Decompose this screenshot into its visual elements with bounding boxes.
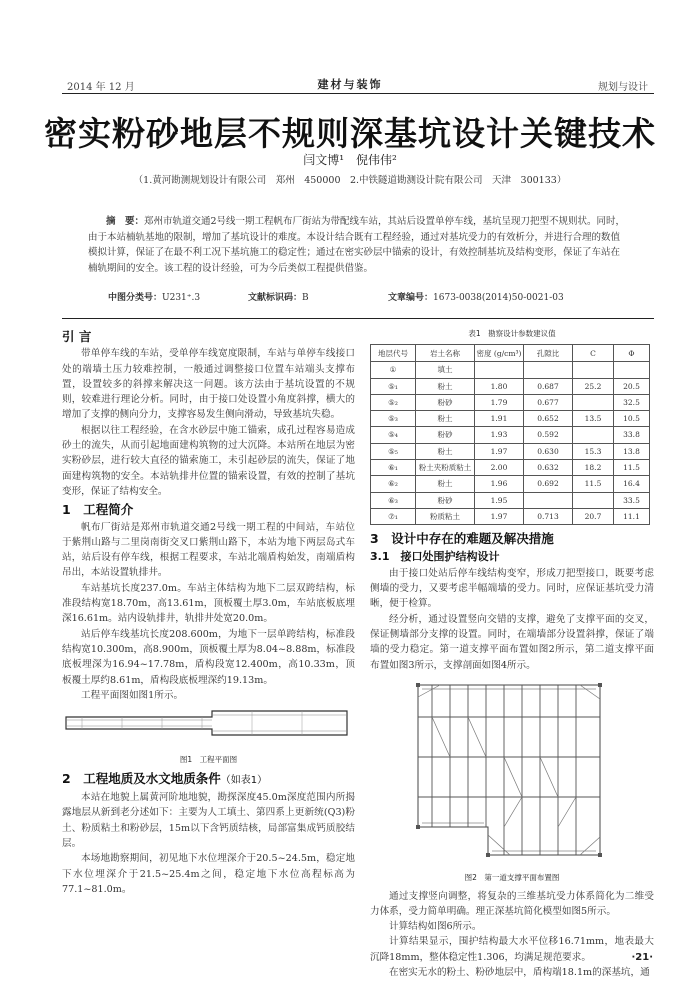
table-row xyxy=(371,378,650,394)
table-cell: ⑤₅ xyxy=(371,443,416,459)
table-cell: 10.5 xyxy=(614,411,650,427)
right-column xyxy=(370,326,654,980)
figure-2 xyxy=(370,677,654,886)
support-plan-figure xyxy=(370,677,654,865)
figure-1 xyxy=(62,707,355,768)
table-cell: 0.687 xyxy=(524,378,573,394)
table-cell: ① xyxy=(371,362,416,378)
doc-code xyxy=(248,290,309,303)
table-body xyxy=(371,362,650,525)
left-column xyxy=(62,326,355,897)
table-cell: 13.5 xyxy=(573,411,614,427)
table-cell xyxy=(524,492,573,508)
table-cell: 粉土 xyxy=(416,411,475,427)
parameter-table xyxy=(370,344,650,525)
authors: 闫文博¹ 倪伟伟² xyxy=(303,153,397,167)
table-cell: 0.713 xyxy=(524,508,573,524)
table-cell: 1.97 xyxy=(475,508,524,524)
table-cell: ⑤₄ xyxy=(371,427,416,443)
table-cell: 1.96 xyxy=(475,476,524,492)
table-header: 密度 (g/cm³) xyxy=(475,345,524,362)
figure-1-caption: 图1 工程平面图 xyxy=(179,755,238,765)
table-cell: 33.8 xyxy=(614,427,650,443)
clc xyxy=(108,290,200,303)
table-row xyxy=(371,394,650,410)
table-cell: 0.630 xyxy=(524,443,573,459)
site-plan-figure xyxy=(62,707,355,747)
section-1-paragraph-1: 帆布厂街站是郑州市轨道交通2号线一期工程的中间站，车站位于紫荆山路与二里岗南街交叉口紫荆山路下，本站为地下两层岛式车站，站后设有停车线，根据工程要求，车站北端盾构始发，南端盾构吊出，本站设置轨排井。 xyxy=(62,521,355,579)
journal-name: 建材与装饰 xyxy=(317,78,383,91)
table-cell xyxy=(614,362,650,378)
table-row xyxy=(371,492,650,508)
intro-heading: 引 言 xyxy=(62,329,92,344)
table-cell: 1.91 xyxy=(475,411,524,427)
table-cell: 11.1 xyxy=(614,508,650,524)
table-cell xyxy=(573,362,614,378)
table-cell: 0.592 xyxy=(524,427,573,443)
table-cell: ⑥₂ xyxy=(371,476,416,492)
clc-value: U231⁺.3 xyxy=(162,293,201,303)
table-cell: 25.2 xyxy=(573,378,614,394)
table-1-caption: 表1 勘察设计参数建议值 xyxy=(468,329,556,338)
table-cell: 1.80 xyxy=(475,378,524,394)
section-1-paragraph-4: 工程平面图如图1所示。 xyxy=(81,689,184,701)
table-header: Φ xyxy=(614,345,650,362)
table-cell: 32.5 xyxy=(614,394,650,410)
table-cell: 粉砂 xyxy=(416,394,475,410)
table-row xyxy=(371,427,650,443)
doc-value: B xyxy=(302,293,309,303)
abstract-rule xyxy=(62,318,654,319)
table-cell: ⑤₂ xyxy=(371,394,416,410)
header-rule xyxy=(62,93,654,94)
table-cell: ⑥₁ xyxy=(371,460,416,476)
abstract-label: 摘 要： xyxy=(106,216,145,227)
table-cell: 1.97 xyxy=(475,443,524,459)
table-row xyxy=(371,476,650,492)
table-cell: 填土 xyxy=(416,362,475,378)
article-value: 1673-0038(2014)50-0021-03 xyxy=(433,293,564,303)
table-cell: 粉土 xyxy=(416,378,475,394)
table-cell: 粉土 xyxy=(416,443,475,459)
table-cell: 1.79 xyxy=(475,394,524,410)
section-3-1-heading: 3.1 接口处围护结构设计 xyxy=(370,549,500,563)
section-2-paragraph-1: 本站在地貌上属黄河阶地地貌，勘探深度45.0m深度范围内所揭露地层从新到老分述如下：主要为人工填土、第四系上更新统(Q3)粉土、粉质粘土和粉砂层，15m以下含钙质结核，局部富集成钙质胶结层。 xyxy=(62,792,355,849)
table-cell: 20.5 xyxy=(614,378,650,394)
table-cell: 0.692 xyxy=(524,476,573,492)
table-cell xyxy=(475,362,524,378)
table-cell: 20.7 xyxy=(573,508,614,524)
section-3-1-paragraph-4: 计算结构如图6所示。 xyxy=(389,921,482,933)
table-cell: 粉土 xyxy=(416,476,475,492)
table-cell: 0.632 xyxy=(524,460,573,476)
table-row xyxy=(371,362,650,378)
table-cell: 1.95 xyxy=(475,492,524,508)
section-3-1-paragraph-5: 计算结果显示，围护结构最大水平位移16.71mm，地表最大沉降18mm，整体稳定性1.306，均满足规范要求。 xyxy=(370,936,654,963)
table-cell: 粉土夹粉质粘土 xyxy=(416,460,475,476)
table-cell xyxy=(573,394,614,410)
section-2-paragraph-2: 本场地勘察期间，初见地下水位埋深介于20.5~24.5m，稳定地下水位埋深介于21.5~25.4m之间，稳定地下水位高程标高为77.1~81.0m。 xyxy=(62,853,355,895)
table-header: 岩土名称 xyxy=(416,345,475,362)
section-3-1-paragraph-3: 通过支撑竖向调整，将复杂的三维基坑受力体系简化为二维受力体系，受力简单明确。理正深基坑简化模型如图5所示。 xyxy=(370,890,654,917)
table-cell xyxy=(573,427,614,443)
abstract xyxy=(88,214,628,276)
table-cell: ⑤₁ xyxy=(371,378,416,394)
table-cell: 1.93 xyxy=(475,427,524,443)
section-3-1-paragraph-2: 经分析，通过设置竖向交错的支撑，避免了支撑平面的交叉，保证侧墙部分支撑的设置。同时，在端墙部分设置斜撑，保证了端墙的受力稳定。第一道支撑平面布置如图2所示，第二道支撑平面布置如图3所示，支撑剖面如图4所示。 xyxy=(370,613,654,671)
table-cell: 2.00 xyxy=(475,460,524,476)
abstract-text: 郑州市轨道交通2号线一期工程帆布厂街站为带配线车站，其站后设置单停车线，基坑呈现刀把型不规则状。同时，由于本站楠轨基地的限制，增加了基坑设计的难度。本设计结合既有工程经验，通过对基坑受力的有效析分，并进行合理的数值模拟计算，保证了在最不利工况下基坑施工的稳定性；通过在密实砂层中锚索的设计，有效控制基坑及结构变形，保证了车站在楠轨期间的安全。该工程的设计经验，可为今后类似工程提供借鉴。 xyxy=(88,216,626,274)
page-number: ·21· xyxy=(631,952,653,963)
table-cell: ⑤₃ xyxy=(371,411,416,427)
table-header: C xyxy=(573,345,614,362)
section-3-1-paragraph-6: 在密实无水的粉土、粉砂地层中，盾构端18.1m的深基坑，通 xyxy=(389,967,650,979)
figure-2-caption: 图2 第一道支撑平面布置图 xyxy=(464,873,560,883)
article-number xyxy=(388,290,564,303)
paper-title: 密实粉砂地层不规则深基坑设计关键技术 xyxy=(44,114,656,153)
header-date: 2014 年 12 月 xyxy=(67,82,135,93)
section-3-1-paragraph-1: 由于接口处站后停车线结构变窄，形成刀把型接口，既要考虑侧墙的受力，又要考虑半幅端墙的受力。同时，应保证基坑受力清晰，便于检算。 xyxy=(370,567,654,610)
table-cell: 11.5 xyxy=(573,476,614,492)
table-cell xyxy=(573,492,614,508)
section-1-paragraph-3: 站后停车线基坑长度208.600m，为地下一层单跨结构，标准段结构宽10.300m，高8.900m，顶板覆土厚为8.04~8.88m，标准段底板埋深为16.94~17.78m，盾构段宽12.400m，高10.33m，顶板覆土厚约8.61m，盾构段底板埋深约19.13m。 xyxy=(62,628,355,686)
table-cell: 16.4 xyxy=(614,476,650,492)
table-cell: 0.652 xyxy=(524,411,573,427)
table-cell: ⑥₃ xyxy=(371,492,416,508)
intro-paragraph-1: 带单停车线的车站，受单停车线宽度限制，车站与单停车线接口处的端墙土压力较难控制，一般通过调整接口位置车站端头支撑布置，设置较多的斜撑来解决这一问题。该方法由于基坑设置的不规则，较难进行理论分析。同时，由于接口处设置小角度斜撑，横大的增加了支撑的侧向分力，支撑容易发生侧向滑动，导致基坑失稳。 xyxy=(62,348,355,421)
doc-label: 文献标识码： xyxy=(248,293,303,303)
section-2-heading xyxy=(62,771,355,788)
section-3-heading: 3 设计中存在的难题及解决措施 xyxy=(370,531,554,547)
table-header: 孔隙比 xyxy=(524,345,573,362)
table-cell: 粉砂 xyxy=(416,492,475,508)
clc-label: 中图分类号： xyxy=(108,293,163,303)
header-section: 规划与设计 xyxy=(598,82,648,93)
table-row xyxy=(371,411,650,427)
table-cell: 18.2 xyxy=(573,460,614,476)
section-2-title: 2 工程地质及水文地质条件 xyxy=(62,770,221,786)
table-header-row xyxy=(371,345,650,362)
table-cell: 0.677 xyxy=(524,394,573,410)
table-row xyxy=(371,443,650,459)
table-cell: 13.8 xyxy=(614,443,650,459)
table-cell: 粉砂 xyxy=(416,427,475,443)
section-1-heading: 1 工程简介 xyxy=(62,502,134,518)
section-2-note: （如表1） xyxy=(220,774,268,786)
table-cell: 33.5 xyxy=(614,492,650,508)
table-cell: ⑦₁ xyxy=(371,508,416,524)
affiliations: （1.黄河勘测规划设计有限公司 郑州 450000 2.中铁隧道勘测设计院有限公司 天津 300133） xyxy=(133,175,567,186)
table-cell: 11.5 xyxy=(614,460,650,476)
article-label: 文章编号： xyxy=(388,293,434,303)
table-cell xyxy=(524,362,573,378)
intro-paragraph-2: 根据以往工程经验，在含水砂层中施工锚索，成孔过程容易造成砂土的流失，从而引起地面建构筑物的过大沉降。本站所在地层为密实粉砂层，进行较大直径的锚索施工，未引起砂层的流失，保证了地面建构筑物的安全。本站轨排井位置的锚索设置，有效的控制了基坑变形，保证了结构安全。 xyxy=(62,424,355,497)
table-cell: 15.3 xyxy=(573,443,614,459)
table-row xyxy=(371,508,650,524)
section-1-paragraph-2: 车站基坑长度237.0m。车站主体结构为地下二层双跨结构，标准段结构宽18.70m，高13.61m，顶板覆土厚3.0m，车站底板底埋深16.61m。站内设轨排井，轨排井处宽20.0m。 xyxy=(62,582,355,625)
table-row xyxy=(371,460,650,476)
table-cell: 粉质粘土 xyxy=(416,508,475,524)
table-header: 地层代号 xyxy=(371,345,416,362)
